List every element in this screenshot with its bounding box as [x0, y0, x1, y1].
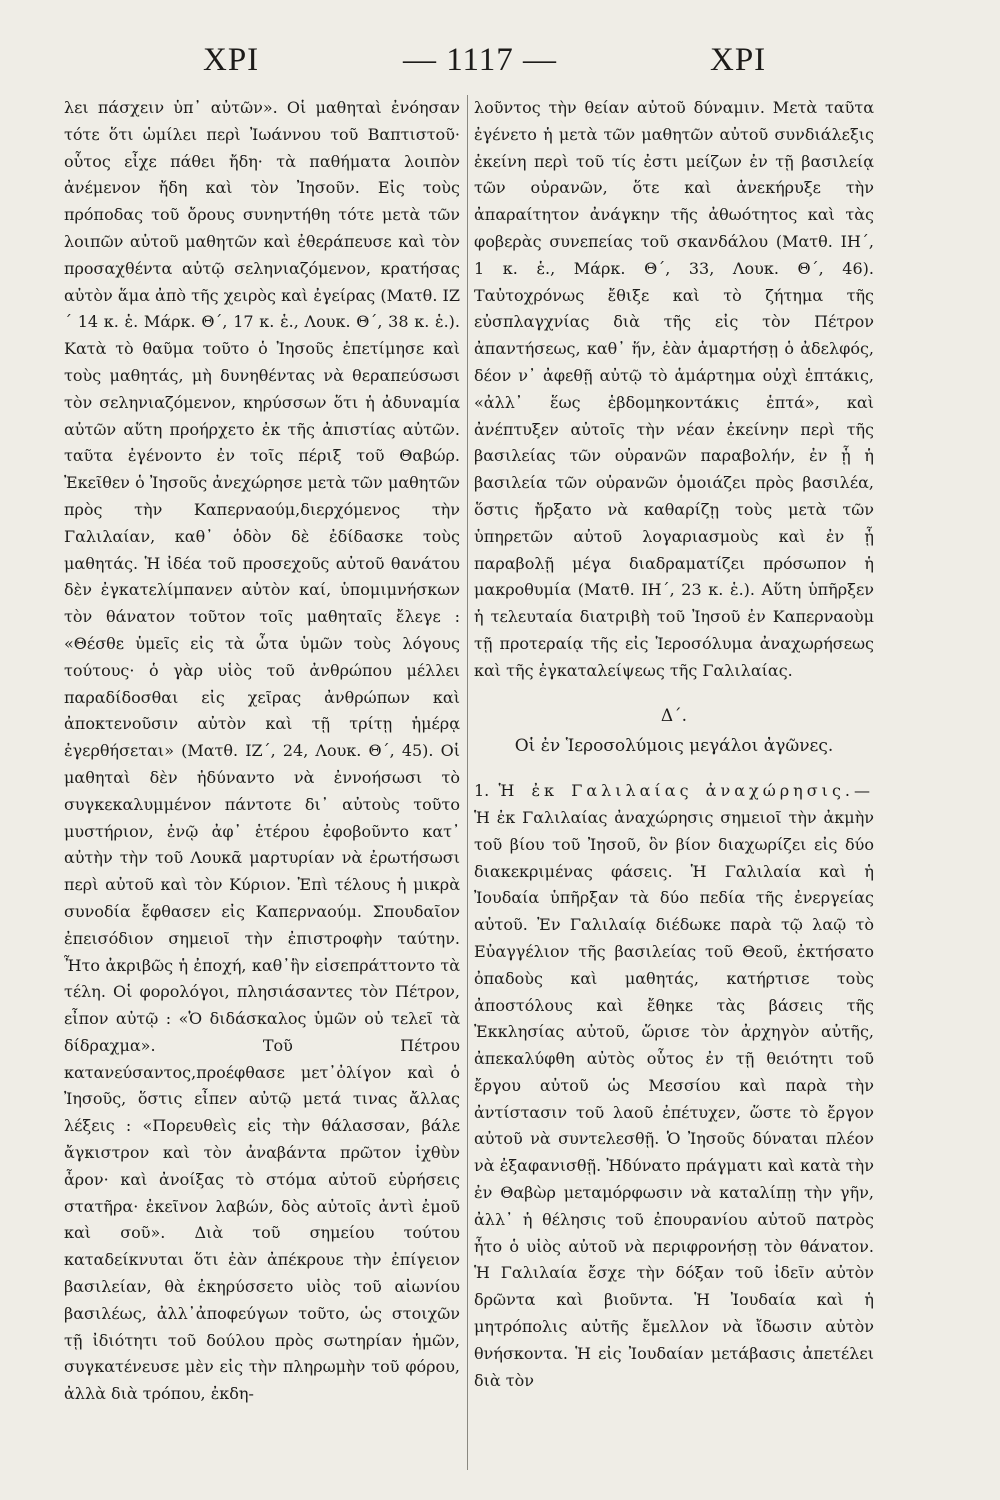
left-column-text: λει πάσχειν ὑπ᾿ αὐτῶν». Οἱ μαθηταὶ ἐνόησαν τότε ὅτι ὡμίλει περὶ Ἰωάννου τοῦ Βαπτιστοῦ· οὗτος εἶχε πάθει ἤδη· τὰ παθήματα λοιπὸν ἀνέμενον ἤδη καὶ τὸν Ἰησοῦν. Εἰς τοὺς πρόποδας τοῦ ὄρους συνηντήθη τότε μετὰ τῶν λοιπῶν αὐτοῦ μαθητῶν καὶ ἐθεράπευσε καὶ τὸν προσαχθέντα αὐτῷ σεληνιαζόμενον, κρατήσας αὐτὸν ἅμα ἀπὸ τῆς χειρὸς καὶ ἐγείρας (Ματθ. ΙΖ´ 14 κ. ἑ. Μάρκ. Θ´, 17 κ. ἑ., Λουκ. Θ´, 38 κ. ἑ.). Κατὰ τὸ θαῦμα τοῦτο ὁ Ἰησοῦς ἐπετίμησε καὶ τοὺς μαθητάς, μὴ δυνηθέντας νὰ θεραπεύσωσι τὸν σεληνιαζόμενον, κηρύσσων ὅτι ἡ ἀδυναμία αὐτῶν αὕτη προήρχετο ἐκ τῆς ἀπιστίας αὐτῶν. ταῦτα ἐγένοντο ἐν τοῖς πέριξ τοῦ Θαβώρ. Ἐκεῖθεν ὁ Ἰησοῦς ἀνεχώρησε μετὰ τῶν μαθητῶν πρὸς τὴν Καπερναούμ,διερχόμενος τὴν Γαλιλαίαν, καθ᾿ ὁδὸν δὲ ἐδίδασκε τοὺς μαθητάς. Ἡ ἰδέα τοῦ προσεχοῦς αὐτοῦ θανάτου δὲν ἐγκατελίμπανεν αὐτὸν καί, ὑπομιμνήσκων τὸν θάνατον τοῦτον τοῖς μαθηταῖς ἔλεγε : «Θέσθε ὑμεῖς εἰς τὰ ὦτα ὑμῶν τοὺς λόγους τούτους· ὁ γὰρ υἱὸς τοῦ ἀνθρώπου μέλλει παραδίδοσθαι εἰς χεῖρας ἀνθρώπων καὶ ἀποκτενοῦσιν αὐτὸν καὶ τῇ τρίτῃ ἡμέρᾳ ἐγερθήσεται» (Ματθ. ΙΖ´, 24, Λουκ. Θ´, 45). Οἱ μαθηταὶ δὲν ἠδύναντο νὰ ἐννοήσωσι τὸ συγκεκαλυμμένον πάντοτε δι᾿ αὐτοὺς τοῦτο μυστήριον, ἐνῷ ἀφ᾿ ἑτέρου ἐφοβοῦντο κατ᾿ αὐτὴν τὴν τοῦ Λουκᾶ μαρτυρίαν νὰ ἐρωτήσωσι περὶ αὐτοῦ καὶ τὸν Κύριον. Ἐπὶ τέλους ἡ μικρὰ συνοδία ἔφθασεν εἰς Καπερναούμ. Σπουδαῖον ἐπεισόδιον σημειοῖ τὴν ἐπιστροφὴν ταύτην. Ἦτο ἀκριβῶς ἡ ἐποχή, καθ᾿ἣν εἰσεπράττοντο τὰ τέλη. Οἱ φορολόγοι, πλησιάσαντες τὸν Πέτρον, εἶπον αὐτῷ : «Ὁ διδάσκαλος ὑμῶν οὐ τελεῖ τὰ δίδραχμα». Τοῦ Πέτρου κατανεύσαντος,προέφθασε μετ᾿ὀλίγον καὶ ὁ Ἰησοῦς, ὅστις εἶπεν αὐτῷ μετά τινας ἄλλας λέξεις : «Πορευθεὶς εἰς τὴν θάλασσαν, βάλε ἄγκιστρον καὶ τὸν ἀναβάντα πρῶτον ἰχθὺν ἆρον· καὶ ἀνοίξας τὸ στόμα αὐτοῦ εὑρήσεις στατῆρα· ἐκεῖνον λαβών, δὸς αὐτοῖς ἀντὶ ἐμοῦ καὶ σοῦ». Διὰ τοῦ σημείου τούτου καταδείκνυται ὅτι ἐὰν ἀπέκρουε τὴν ἐπίγειον βασιλείαν, θὰ ἐκηρύσσετο υἱὸς τοῦ αἰωνίου βασιλέως, ἀλλ᾿ἀποφεύγων τοῦτο, ὡς στοιχῶν τῇ ἰδιότητι τοῦ δούλου πρὸς σωτηρίαν ἡμῶν, συγκατένευσε μὲν εἰς τὴν πληρωμὴν τοῦ φόρου, ἀλλὰ διὰ τρόπου, ἐκδη- [64, 98, 460, 1404]
section-title: Οἱ ἐν Ἱεροσολύμοις μεγάλοι ἀγῶνες. [514, 736, 834, 757]
page-number: — 1117 — [403, 42, 558, 78]
section-mark: Δ´. [660, 705, 688, 726]
column-divider [467, 95, 468, 1470]
subsection-heading: Ἡ ἐκ Γαλιλαίας ἀναχώρησις.— [498, 781, 874, 801]
header-right-title: XPI [710, 42, 767, 78]
header-left-title: XPI [203, 42, 260, 78]
right-column-text-2: Ἡ ἐκ Γαλιλαίας ἀναχώρησις σημειοῖ τὴν ἀκμὴν τοῦ βίου τοῦ Ἰησοῦ, ὃν βίον διαχωρίζει εἰς δύο διακεκριμένας φάσεις. Ἡ Γαλιλαία καὶ ἡ Ἰουδαία ὑπῆρξαν τὰ δύο πεδία τῆς ἐνεργείας αὐτοῦ. Ἐν Γαλιλαίᾳ διέδωκε παρὰ τῷ λαῷ τὸ Εὐαγγέλιον τῆς βασιλείας τοῦ Θεοῦ, ἐκτήσατο ὀπαδοὺς καὶ μαθητάς, κατήρτισε τοὺς ἀποστόλους καὶ ἔθηκε τὰς βάσεις τῆς Ἐκκλησίας αὐτοῦ, ὥρισε τὸν ἀρχηγὸν αὐτῆς, ἀπεκαλύφθη αὐτὸς οὗτος ἐν τῇ θειότητι τοῦ ἔργου αὐτοῦ ὡς Μεσσίου καὶ παρὰ τὴν ἀντίστασιν τοῦ λαοῦ ἐπέτυχεν, ὥστε τὸ ἔργον αὐτοῦ νὰ συντελεσθῇ. Ὁ Ἰησοῦς δύναται πλέον νὰ ἐξαφανισθῇ. Ἠδύνατο πράγματι καὶ κατὰ τὴν ἐν Θαβὼρ μεταμόρφωσιν νὰ καταλίπῃ τὴν γῆν, ἀλλ᾿ ἡ θέλησις τοῦ ἐπουρανίου αὐτοῦ πατρὸς ἦτο ὁ υἱὸς αὐτοῦ νὰ περιφρονήσῃ τὸν θάνατον. Ἡ Γαλιλαία ἔσχε τὴν δόξαν τοῦ ἰδεῖν αὐτὸν δρῶντα καὶ βιοῦντα. Ἡ Ἰουδαία καὶ ἡ μητρόπολις αὐτῆς ἔμελλον νὰ ἴδωσιν αὐτὸν θνήσκοντα. Ἡ εἰς Ἰουδαίαν μετάβασις ἀπετέλει διὰ τὸν [474, 807, 874, 1390]
subsection-number: 1. [474, 781, 490, 801]
right-column-text-1: λοῦντος τὴν θείαν αὐτοῦ δύναμιν. Μετὰ ταῦτα ἐγένετο ἡ μετὰ τῶν μαθητῶν αὐτοῦ συνδιάλεξις ἐκείνη περὶ τοῦ τίς ἐστι μείζων ἐν τῇ βασιλείᾳ τῶν οὐρανῶν, ὅτε καὶ ἀνεκήρυξε τὴν ἀπαραίτητον ἀνάγκην τῆς ἀθωότητος καὶ τὰς φοβερὰς συνεπείας τοῦ σκανδάλου (Ματθ. ΙΗ´, 1 κ. ἑ., Μάρκ. Θ´, 33, Λουκ. Θ´, 46). Ταὐτοχρόνως ἔθιξε καὶ τὸ ζήτημα τῆς εὐσπλαγχνίας διὰ τῆς εἰς τὸν Πέτρον ἀπαντήσεως, καθ᾿ ἥν, ἐὰν ἁμαρτήσῃ ὁ ἀδελφός, δέον ν᾿ ἀφεθῇ αὐτῷ τὸ ἁμάρτημα οὐχὶ ἑπτάκις, «ἀλλ᾿ ἕως ἑβδομηκοντάκις ἑπτά», καὶ ἀνέπτυξεν αὐτοῖς τὴν νέαν ἐκείνην περὶ τῆς βασιλείας τῶν οὐρανῶν παραβολήν, ἐν ᾗ ἡ βασιλεία τῶν οὐρανῶν ὁμοιάζει πρὸς βασιλέα, ὅστις ἤρξατο νὰ καθαρίζῃ τοὺς μετὰ τῶν ὑπηρετῶν αὐτοῦ λογαριασμοὺς καὶ ἐν ᾗ παραβολῇ μέγα διαδραματίζει πρόσωπον ἡ μακροθυμία (Ματθ. ΙΗ´, 23 κ. ἑ.). Αὕτη ὑπῆρξεν ἡ τελευταία διατριβὴ τοῦ Ἰησοῦ ἐν Καπερναοὺμ τῇ προτεραίᾳ τῆς εἰς Ἱεροσόλυμα ἀναχωρήσεως καὶ τῆς ἐγκαταλείψεως τῆς Γαλιλαίας. [474, 98, 874, 680]
right-column [474, 95, 874, 1475]
running-header [60, 42, 940, 92]
left-column [64, 95, 460, 1475]
subsection-paragraph [474, 778, 874, 1394]
